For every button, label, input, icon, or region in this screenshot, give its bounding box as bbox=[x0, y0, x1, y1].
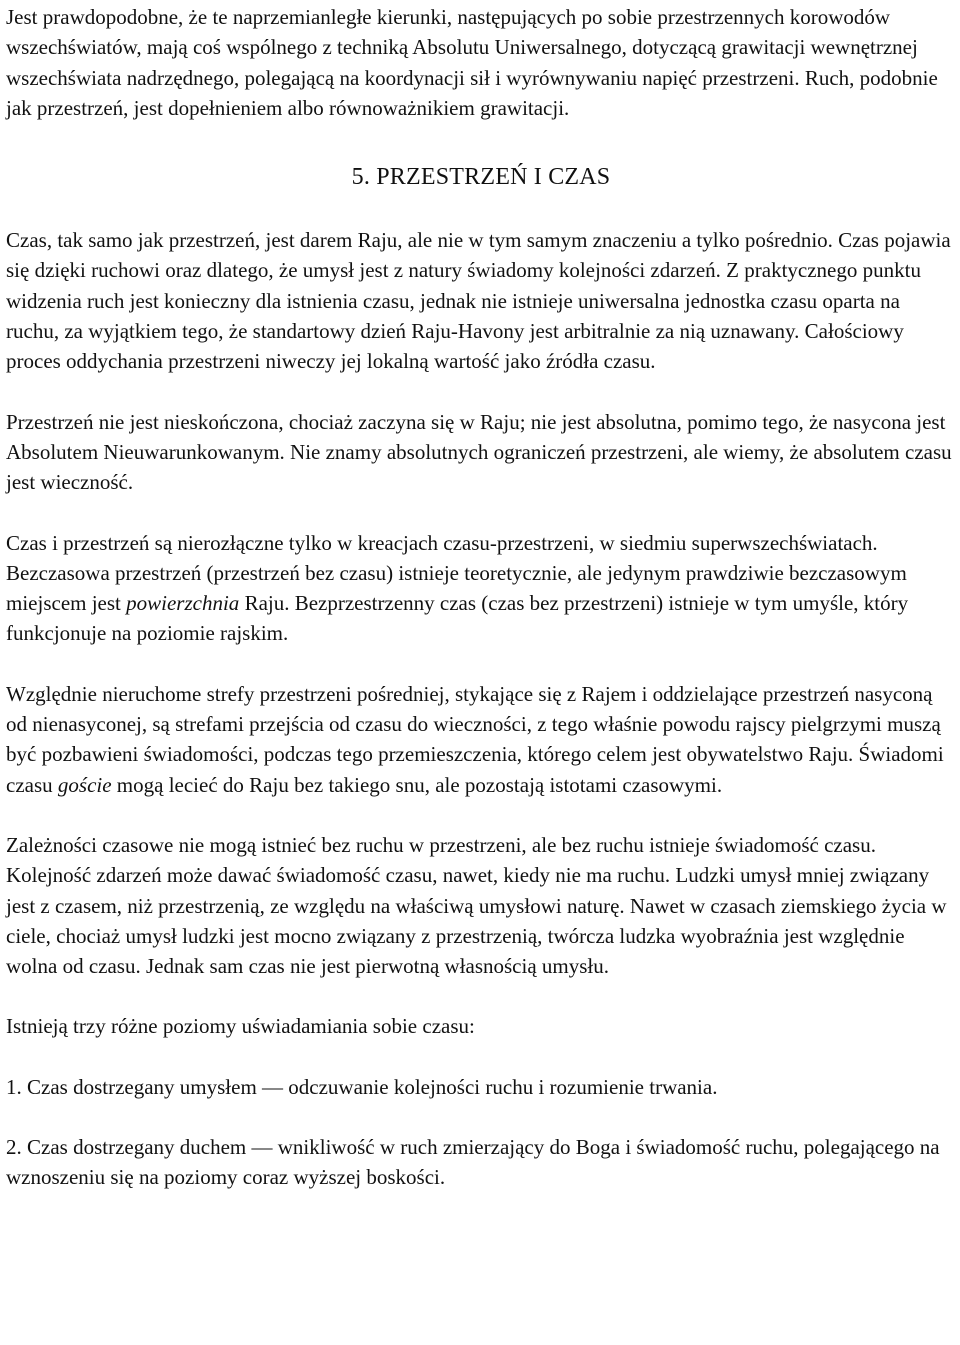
document-page bbox=[6, 2, 956, 1193]
emphasis-text: goście bbox=[57, 772, 112, 797]
paragraph-space-infinite: Przestrzeń nie jest nieskończona, chociaż zaczyna się w Raju; nie jest absolutna, pomimo tego, że nasycona jest Absolutem Nieuwarunkowanym. Nie znamy absolutnych ograniczeń przestrzeni, ale wiemy, że absolutem czasu jest wieczność. bbox=[6, 409, 952, 495]
paragraph-time-dependencies: Zależności czasowe nie mogą istnieć bez ruchu w przestrzeni, ale bez ruchu istnieje świadomość czasu. Kolejność zdarzeń może dawać świadomość czasu, nawet, kiedy nie ma ruchu. Ludzki umysł mniej związany jest z czasem, niż przestrzenią, ze względu na właściwą umysłowi naturę. Nawet w czasach ziemskiego życia w ciele, chociaż umysł ludzki jest mocno związany z przestrzenią, twórcza ludzka wyobraźnia jest względnie wolna od czasu. Jednak sam czas nie jest pierwotną własnością umysłu. bbox=[6, 832, 947, 979]
paragraph-levels-intro: Istnieją trzy różne poziomy uświadamiania sobie czasu: bbox=[6, 1014, 475, 1039]
paragraph-time-gift: Czas, tak samo jak przestrzeń, jest darem Raju, ale nie w tym samym znaczeniu a tylko pośrednio. Czas pojawia się dzięki ruchowi oraz dlatego, że umysł jest z natury świadomy kolejności zdarzeń. Z praktycznego punktu widzenia ruch jest konieczny dla istnienia czasu, jednak nie istnieje uniwersalna jednostka czasu oparta na ruchu, za wyjątkiem tego, że standartowy dzień Raju-Havony jest arbitralnie za nią uznawany. Całościowy proces oddychania przestrzeni niweczy jej lokalną wartość jako źródła czasu. bbox=[6, 228, 951, 374]
paragraph-time-space-inseparable bbox=[6, 528, 956, 649]
list-item: 2. Czas dostrzegany duchem — wnikliwość w ruch zmierzający do Boga i świadomość ruchu, polegającego na wznoszeniu się na poziomy coraz wyższej boskości. bbox=[6, 1135, 940, 1190]
emphasis-text: powierzchnia bbox=[126, 591, 240, 616]
paragraph-text: Czas i przestrzeń są nierozłączne tylko w kreacjach czasu-przestrzeni, w siedmiu superwszechświatach. Bezczasowa przestrzeń (przestrzeń bez czasu) istnieje teoretycznie, ale jedynym prawdziwie bezczasowym miejscem jest bbox=[6, 530, 907, 616]
paragraph-text: mogą lecieć do Raju bez takiego snu, ale pozostają istotami czasowymi. bbox=[111, 772, 723, 797]
paragraph-text: Raju. Bezprzestrzenny czas (czas bez przestrzeni) istnieje w tym umyśle, który funkcjonuje na poziomie rajskim. bbox=[6, 591, 909, 646]
list-item: 1. Czas dostrzegany umysłem — odczuwanie kolejności ruchu i rozumienie trwania. bbox=[6, 1074, 718, 1099]
paragraph-transition-zones bbox=[6, 679, 956, 800]
paragraph-text: Względnie nieruchome strefy przestrzeni pośredniej, stykające się z Rajem i oddzielające przestrzeń nasyconą od nienasyconej, są strefami przejścia od czasu do wieczności, z tego właśnie powodu rajscy pielgrzymi muszą być pozbawieni świadomości, podczas tego przemieszczenia, którego celem jest obywatelstwo Raju. Świadomi czasu bbox=[6, 681, 944, 797]
intro-paragraph: Jest prawdopodobne, że te naprzemianległe kierunki, następujących po sobie przestrzennych korowodów wszechświatów, mają coś wspólnego z techniką Absolutu Uniwersalnego, dotyczącą grawitacji wewnętrznej wszechświata nadrzędnego, polegającą na koordynacji sił i wyrównywaniu napięć przestrzeni. Ruch, podobnie jak przestrzeń, jest dopełnieniem albo równoważnikiem grawitacji. bbox=[6, 5, 938, 120]
section-heading: 5. PRZESTRZEŃ I CZAS bbox=[351, 164, 611, 191]
